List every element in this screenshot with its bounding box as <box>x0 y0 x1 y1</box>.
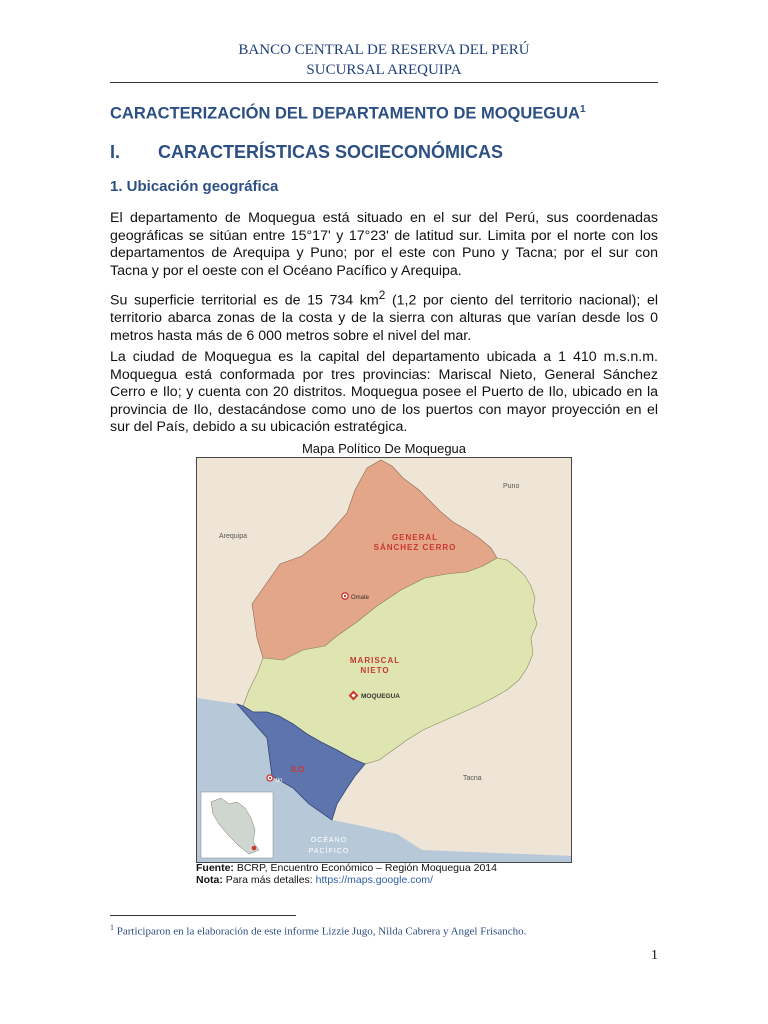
inset-moquegua-marker <box>252 846 257 851</box>
surface-text-start: Su superficie territorial es de 15 734 km <box>110 292 379 309</box>
source-text: BCRP, Encuentro Económico – Región Moquegua 2014 <box>233 862 497 874</box>
header-bank-name: BANCO CENTRAL DE RESERVA DEL PERÚ <box>238 42 530 58</box>
label-moquegua-city: MOQUEGUA <box>361 693 400 700</box>
source-line <box>196 862 497 874</box>
map-source <box>196 862 497 886</box>
header-branch-name: SUCURSAL AREQUIPA <box>306 62 462 78</box>
marker-ilo-dot <box>269 777 271 779</box>
section-heading <box>110 142 503 163</box>
document-title <box>110 104 586 124</box>
label-arequipa: Arequipa <box>219 533 248 540</box>
label-omate: Omate <box>351 595 370 601</box>
note-text: Para más detalles: <box>222 874 316 886</box>
surface-superscript: 2 <box>378 288 386 302</box>
section-number: I. <box>110 142 121 162</box>
label-pacifico: PACÍFICO <box>308 848 350 855</box>
paragraph-capital: La ciudad de Moquegua es la capital del departamento ubicada a 1 410 m.s.n.m. Moquegua está conformada por tres provincias: Mariscal Nieto, General Sánchez Cerro e Ilo; y cuenta con 20 distritos. Moquegua posee el Puerto de Ilo, ubicado en la provincia de Ilo, destacándose como uno de los puertos con mayor proyección en el sur del País, debido a su ubicación estratégica. <box>110 349 658 435</box>
paragraph-surface <box>110 287 658 345</box>
source-label: Fuente: <box>196 862 234 874</box>
paragraph-location: El departamento de Moquegua está situado en el sur del Perú, sus coordenadas geográficas se sitúan entre 15°17' y 17°23' de latitud sur. Limita por el norte con los departamentos de Arequipa y Puno; por el este con Puno y Tacna; por el sur con Tacna y por el oeste con el Océano Pacífico y Arequipa. <box>110 210 658 279</box>
section-title: CARACTERÍSTICAS SOCIECONÓMICAS <box>158 142 504 162</box>
political-map <box>196 457 572 863</box>
label-tacna: Tacna <box>463 775 482 782</box>
label-puno: Puno <box>503 483 520 490</box>
footnote-text: Participaron en la elaboración de este informe Lizzie Jugo, Nilda Cabrera y Angel Frisancho. <box>114 925 527 938</box>
label-mariscal: MARISCAL <box>349 656 401 665</box>
marker-omate-dot <box>344 595 346 597</box>
page-number: 1 <box>651 948 658 963</box>
label-ilo-province: ILO <box>291 765 305 774</box>
header-divider <box>110 82 658 83</box>
surface-text-end: (1,2 por ciento del territorio nacional); el territorio abarca zonas de la costa y de la sierra con alturas que varían desde los 0 metros hasta más de 6 000 metros sobre el nivel del mar. <box>110 292 658 344</box>
footnote <box>110 923 526 938</box>
footnote-divider <box>110 915 296 916</box>
subsection-heading: 1. Ubicación geográfica <box>110 178 279 195</box>
page-header <box>110 40 658 80</box>
note-link[interactable]: https://maps.google.com/ <box>315 874 433 886</box>
document-title-text: CARACTERIZACIÓN DEL DEPARTAMENTO DE MOQUEGUA <box>110 104 580 123</box>
label-sanchez-cerro: SÁNCHEZ CERRO <box>373 543 457 552</box>
label-nieto: NIETO <box>360 666 390 675</box>
political-map-svg <box>197 458 572 863</box>
map-caption: Mapa Político De Moquegua <box>301 441 467 456</box>
label-ilo-city: Ilo <box>276 778 283 784</box>
label-oceano: OCÉANO <box>310 837 348 844</box>
footnote-number: 1 <box>110 923 114 932</box>
label-general: GENERAL <box>391 533 439 542</box>
note-line <box>196 874 497 886</box>
title-footnote-ref[interactable]: 1 <box>579 104 586 115</box>
note-label: Nota: <box>196 874 223 886</box>
